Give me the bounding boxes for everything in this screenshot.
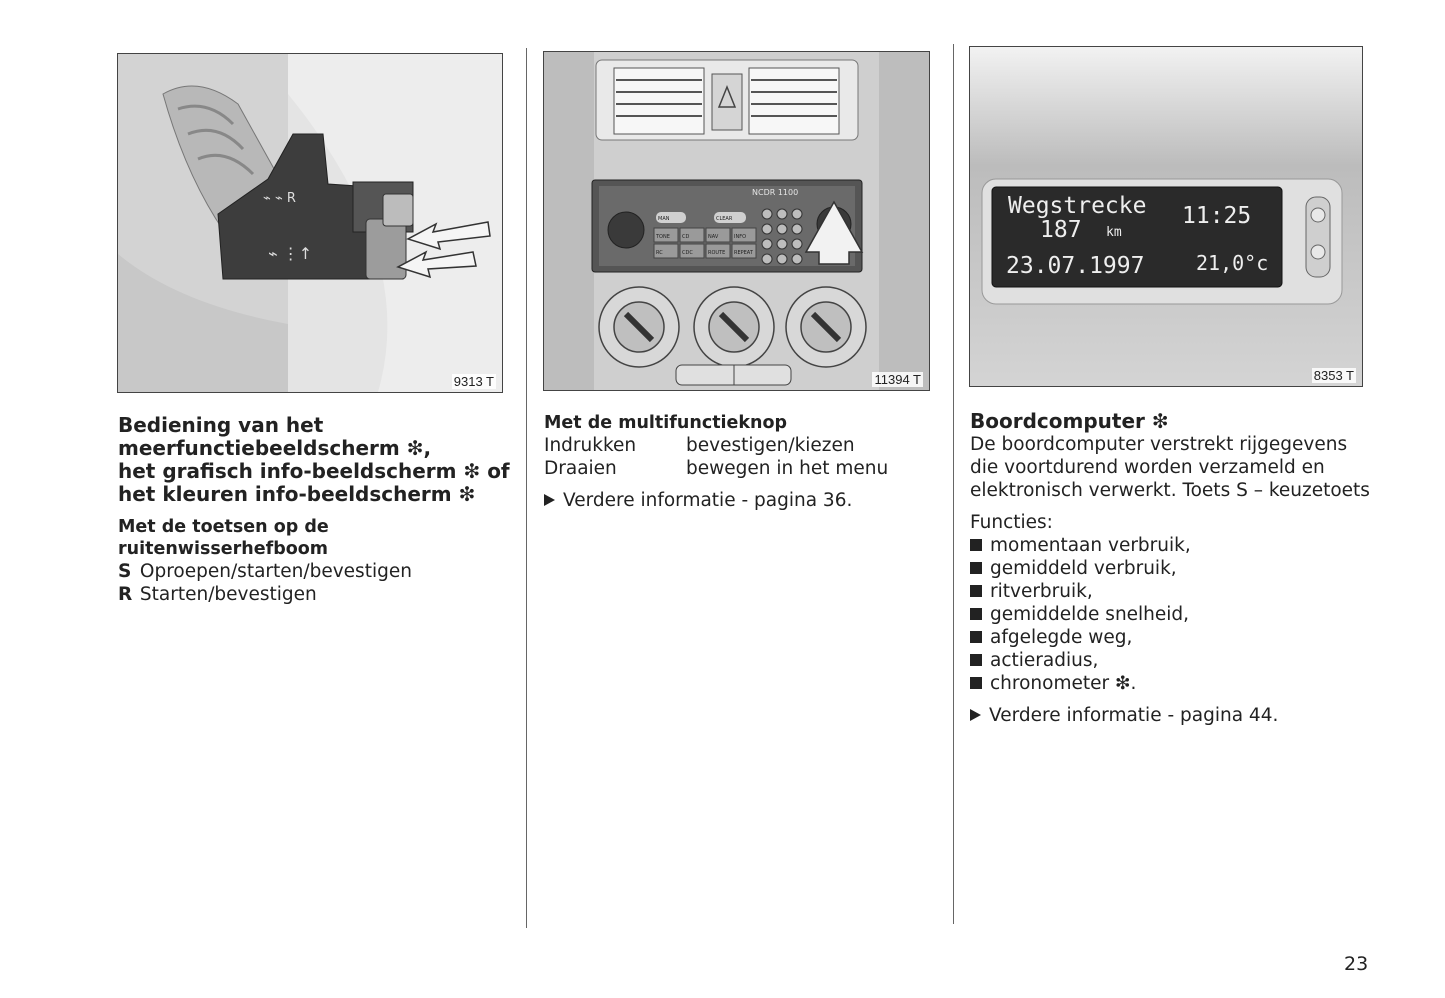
function-item — [970, 626, 1370, 649]
more-info-36 — [544, 489, 939, 512]
column-1-text — [118, 414, 513, 606]
figure-code-3: 8353 T — [1313, 368, 1354, 383]
radio-brand-label: NCDR 1100 — [752, 188, 799, 197]
function-item — [970, 580, 1370, 603]
subheading-wiper-buttons — [118, 516, 513, 560]
column-divider-2 — [953, 44, 954, 924]
function-text: chronometer ❇. — [990, 673, 1137, 694]
display-date: 23.07.1997 — [1006, 253, 1145, 279]
radio-button-label: INFO — [734, 234, 747, 240]
function-item — [970, 603, 1370, 626]
function-item — [970, 534, 1370, 557]
arrow-right-icon — [544, 494, 555, 506]
section-heading-display — [118, 414, 513, 506]
function-text: ritverbruik, — [990, 581, 1093, 602]
display-line1: Wegstrecke — [1008, 193, 1147, 219]
knob-effect: bewegen in het menu — [686, 458, 889, 479]
heading-line: Bediening van het — [118, 413, 324, 437]
radio-button-label: REPEAT — [734, 250, 753, 256]
svg-text:⌁ ⋮↑: ⌁ ⋮↑ — [268, 244, 313, 263]
key-letter: S — [118, 561, 132, 582]
function-text: gemiddeld verbruik, — [990, 558, 1177, 579]
para-line: elektronisch verwerkt. Toets S – keuzetoets — [970, 480, 1370, 501]
function-text: afgelegde weg, — [990, 627, 1133, 648]
radio-button-label: CLEAR — [716, 216, 733, 222]
knob-effect: bevestigen/kiezen — [686, 435, 855, 456]
page-number: 23 — [1344, 953, 1369, 975]
display-time: 11:25 — [1182, 203, 1252, 229]
figure-code-1: 9313 T — [453, 374, 494, 389]
arrow-right-icon — [970, 709, 981, 721]
knob-row-press — [544, 434, 939, 457]
column-divider-1 — [526, 48, 527, 928]
function-item — [970, 557, 1370, 580]
function-text: momentaan verbruik, — [990, 535, 1191, 556]
key-letter: R — [118, 584, 133, 605]
figure-board-computer-display — [969, 46, 1363, 387]
more-info-text: Verdere informatie - pagina 44. — [989, 705, 1279, 726]
radio-button-label: CD — [682, 234, 690, 240]
bullet-square-icon — [970, 562, 982, 574]
subheading-line: Met de toetsen op de — [118, 517, 329, 537]
display-unit: km — [1106, 225, 1122, 240]
radio-button-label: ROUTE — [708, 250, 726, 256]
key-item-s — [118, 560, 513, 583]
bullet-square-icon — [970, 654, 982, 666]
bullet-square-icon — [970, 585, 982, 597]
function-text: gemiddelde snelheid, — [990, 604, 1190, 625]
para-line: die voortdurend worden verzameld en — [970, 457, 1325, 478]
radio-button-label: MAN — [658, 216, 670, 222]
figure-radio-console — [543, 51, 930, 391]
heading-line: het grafisch info-beeldscherm ❇ of — [118, 459, 510, 483]
radio-console-illustration — [544, 52, 929, 390]
subheading-line: ruitenwisserhefboom — [118, 539, 329, 559]
figure-wiper-stalk — [117, 53, 503, 393]
svg-text:⌁ ⌁ R: ⌁ ⌁ R — [263, 191, 296, 206]
more-info-44 — [970, 704, 1370, 727]
section-heading-board-computer: Boordcomputer ❇ — [970, 409, 1169, 433]
radio-button-label: CDC — [682, 250, 693, 256]
bullet-square-icon — [970, 539, 982, 551]
radio-button-label: TONE — [656, 234, 670, 240]
bullet-square-icon — [970, 677, 982, 689]
function-text: actieradius, — [990, 650, 1099, 671]
key-description: Oproepen/starten/bevestigen — [139, 561, 412, 582]
key-description: Starten/bevestigen — [139, 584, 317, 605]
bullet-square-icon — [970, 608, 982, 620]
knob-row-turn — [544, 457, 939, 480]
knob-action: Draaien — [544, 458, 617, 479]
column-2-text — [544, 412, 939, 512]
heading-line: meerfunctiebeeldscherm ❇, — [118, 436, 432, 460]
display-value: 187 — [1040, 217, 1082, 243]
more-info-text: Verdere informatie - pagina 36. — [563, 490, 853, 511]
radio-button-label: NAV — [708, 234, 719, 240]
figure-code-2: 11394 T — [874, 372, 921, 387]
heading-line: het kleuren info-beeldscherm ❇ — [118, 482, 476, 506]
knob-action: Indrukken — [544, 435, 637, 456]
function-item — [970, 649, 1370, 672]
subheading-multifunction-knob: Met de multifunctieknop — [544, 413, 788, 433]
function-item — [970, 672, 1370, 695]
bullet-square-icon — [970, 631, 982, 643]
radio-button-label: RC — [656, 250, 663, 256]
wiper-stalk-illustration — [118, 54, 502, 392]
column-3-text — [970, 410, 1370, 727]
key-item-r — [118, 583, 513, 606]
display-temp: 21,0°c — [1196, 251, 1269, 275]
functions-label: Functies: — [970, 512, 1053, 533]
para-line: De boordcomputer verstrekt rijgegevens — [970, 434, 1348, 455]
